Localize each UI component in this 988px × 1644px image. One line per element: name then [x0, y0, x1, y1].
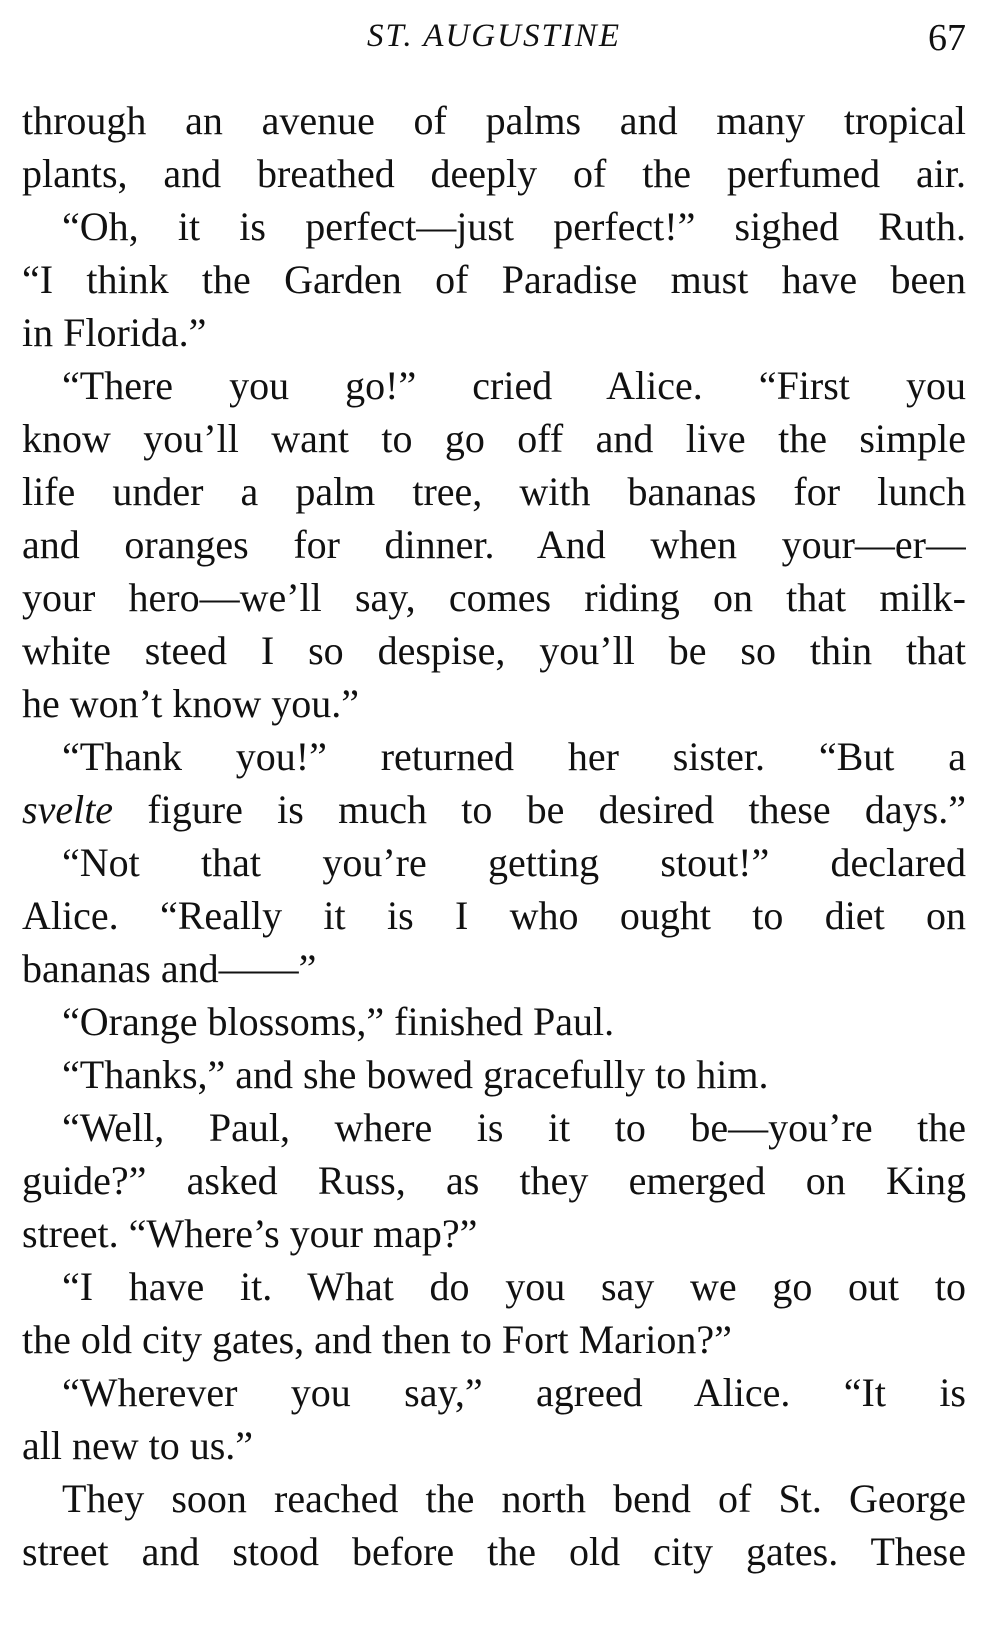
text-line: “I have it. What do you say we go out to [62, 1264, 966, 1309]
text-line: know you’ll want to go off and live the simple [22, 416, 966, 461]
text-line: white steed I so despise, you’ll be so thin that [22, 628, 966, 673]
text-line: They soon reached the north bend of St. George [62, 1476, 966, 1521]
text-line-rest: figure is much to be desired these days.” [113, 787, 966, 832]
text-line: and oranges for dinner. And when your—er— [22, 522, 966, 567]
text-line: “Thank you!” returned her sister. “But a [62, 734, 966, 779]
text-line: through an avenue of palms and many tropical [22, 98, 966, 143]
text-line: “Orange blossoms,” finished Paul. [62, 999, 615, 1044]
text-line: he won’t know you.” [22, 681, 359, 726]
text-line: “Oh, it is perfect—just perfect!” sighed Ruth. [62, 204, 966, 249]
text-line: all new to us.” [22, 1423, 254, 1468]
body-text [22, 94, 966, 1578]
text-line: Alice. “Really it is I who ought to diet on [22, 893, 966, 938]
text-line: life under a palm tree, with bananas for lunch [22, 469, 966, 514]
running-title: ST. AUGUSTINE [367, 18, 621, 54]
text-line: street and stood before the old city gates. These [22, 1529, 966, 1574]
text-line: street. “Where’s your map?” [22, 1211, 478, 1256]
italic-word: svelte [22, 787, 114, 832]
text-line: “There you go!” cried Alice. “First you [62, 363, 966, 408]
text-line: “Thanks,” and she bowed gracefully to him. [62, 1052, 769, 1097]
text-line: the old city gates, and then to Fort Marion?” [22, 1317, 732, 1362]
text-line: “I think the Garden of Paradise must have been [22, 257, 966, 302]
page-number: 67 [928, 17, 966, 59]
text-line: “Wherever you say,” agreed Alice. “It is [62, 1370, 966, 1415]
text-line: plants, and breathed deeply of the perfumed air. [22, 151, 966, 196]
text-line: in Florida.” [22, 310, 207, 355]
book-page [22, 0, 966, 1644]
running-head [22, 16, 966, 60]
text-line: “Well, Paul, where is it to be—you’re the [62, 1105, 966, 1150]
text-line: your hero—we’ll say, comes riding on that milk- [22, 575, 966, 620]
text-line: guide?” asked Russ, as they emerged on King [22, 1158, 966, 1203]
text-line: “Not that you’re getting stout!” declared [62, 840, 966, 885]
text-line: bananas and——” [22, 946, 317, 991]
text-line [22, 783, 966, 836]
